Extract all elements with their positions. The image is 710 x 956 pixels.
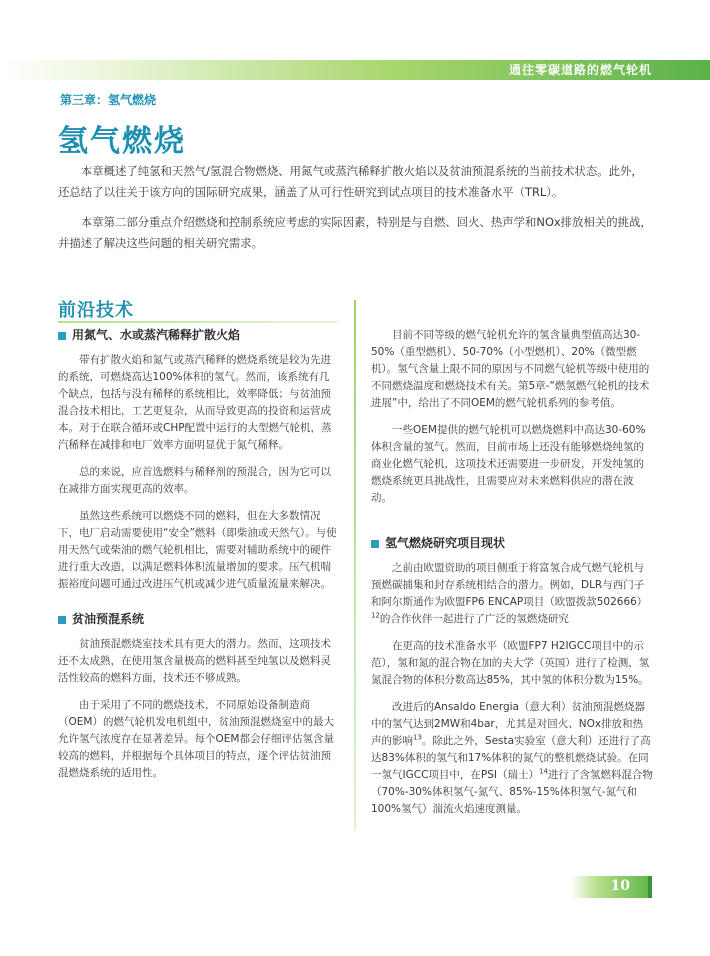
body-paragraph: 贫油预混燃烧室技术具有更大的潜力。然而，这项技术还不太成熟，在使用氢含量极高的燃料甚至纯氢以及燃料灵活性较高的燃料方面，技术还不够成熟。 (58, 638, 331, 684)
body-paragraph: 由于采用了不同的燃烧技术，不同原始设备制造商（OEM）的燃气轮机发电机组中，贫油预混燃烧室中的最大允许氢气浓度存在显著差异。每个OEM都会仔细评估氢含量较高的燃料，并根据每个具体项目的特点，逐个评估贫油预混燃烧系统的适用性。 (58, 699, 334, 779)
footnote-ref: 13 (413, 733, 422, 742)
body-paragraph: 带有扩散火焰和氮气或蒸汽稀释的燃烧系统是较为先进的系统，可燃烧高达100%体积的氢气。然而，该系统有几个缺点，包括与没有稀释的系统相比，效率降低；与贫油预混合技术相比，工艺更复杂，从而导致更高的投资和运营成本。对于在联合循环或CHP配置中运行的大型燃气轮机，蒸汽稀释在减排和电厂效率方面明显优于氮气稀释。 (58, 354, 332, 451)
square-bullet-icon (58, 616, 66, 624)
header-title: 通往零碳道路的燃气轮机 (508, 63, 652, 77)
column-divider (354, 300, 356, 830)
left-column (58, 327, 340, 792)
page-number-band (570, 876, 652, 898)
square-bullet-icon (58, 332, 66, 340)
subsection-title: 贫油预混系统 (72, 612, 145, 626)
subsection-heading (371, 535, 653, 552)
footnote-ref: 12 (371, 611, 380, 620)
body-paragraph: 在更高的技术准备水平（欧盟FP7 H2IGCC项目中的示范），氢和氮的混合物在加的夫大学（英国）进行了检测，氢氮混合物的体积分数高达85%，其中氢的体积分数为15%。 (371, 640, 650, 686)
intro-text (58, 161, 654, 263)
intro-paragraph: 本章概述了纯氢和天然气/氢混合物燃烧、用氮气或蒸汽稀释扩散火焰以及贫油预混系统的当前技术状态。此外，还总结了以往关于该方向的国际研究成果，涵盖了从可行性研究到试点项目的技术准备水平（TRL）。 (58, 164, 643, 199)
body-paragraph (371, 699, 653, 818)
body-paragraph (371, 560, 653, 628)
text-run: 。除此之外，Sesta实验室（意大利）还进行了高达83%体积的氢气和17%体积的氮气的整机燃烧试验。在同一氢气IGCC项目中，在PSI（瑞士） (371, 735, 651, 781)
body-paragraph: 虽然这些系统可以燃烧不同的燃料，但在大多数情况下，电厂启动需要使用“安全”燃料（即柴油或天然气）。与使用天然气或柴油的燃气轮机相比，需要对辅助系统中的硬件进行重大改造，以满足燃料体积流量增加的要求。压气机喘振裕度问题可通过改进压气机或减少进气质量流量来解决。 (58, 510, 337, 590)
page-number-tab (648, 876, 652, 898)
text-run: 进行了含氢燃料混合物（70%-30%体积氢气-氮气、85%-15%体积氢气-氮气和100%氢气）湍流火焰速度测量。 (371, 769, 653, 815)
subsection-heading (58, 611, 340, 628)
subsection-title: 氢气燃烧研究项目现状 (385, 536, 506, 550)
body-paragraph: 一些OEM提供的燃气轮机可以燃烧燃料中高达30-60%体积含量的氢气。然而，目前市场上还没有能够燃烧纯氢的商业化燃气轮机，这项技术还需要进一步研发，开发纯氢的燃烧系统更具挑战性，且需要应对未来燃料供应的潜在波动。 (371, 424, 646, 504)
text-run: 之前由欧盟资助的项目侧重于将富氢合成气燃气轮机与预燃碳捕集和封存系统相结合的潜力。例如，DLR与西门子和阿尔斯通作为欧盟FP6 ENCAP项目（欧盟拨款502666） (371, 562, 648, 608)
body-paragraph: 目前不同等级的燃气轮机允许的氢含量典型值高达30-50%（重型燃机）、50-70%（小型燃机）、20%（微型燃机）。氢气含量上限不同的原因与不同燃气轮机等级中使用的不同燃烧温度和燃烧技术有关。第5章-“燃氢燃气轮机的技术进展”中，给出了不同OEM的燃气轮机系列的参考值。 (371, 329, 650, 409)
text-run: 改进后的Ansaldo Energia（意大利）贫油预混燃烧器中的氢气达到2MW和4bar，尤其是对回火、NOx排放和热声的影响 (371, 701, 645, 747)
body-paragraph: 总的来说，应首选燃料与稀释剂的预混合，因为它可以在减排方面实现更高的效率。 (58, 466, 331, 495)
section-divider (58, 321, 338, 323)
header-band (0, 60, 710, 80)
chapter-label: 第三章：氢气燃烧 (60, 93, 157, 107)
right-column (371, 327, 653, 828)
text-run: 的合作伙伴一起进行了广泛的氢燃烧研究 (379, 613, 569, 625)
footnote-ref: 14 (539, 767, 548, 776)
square-bullet-icon (371, 540, 379, 548)
subsection-title: 用氮气、水或蒸汽稀释扩散火焰 (72, 328, 241, 342)
chapter-title: 氢气燃烧 (58, 124, 186, 159)
section-title: 前沿技术 (58, 300, 134, 321)
intro-paragraph: 本章第二部分重点介绍燃烧和控制系统应考虑的实际因素，特别是与自燃、回火、热声学和NOx排放相关的挑战，并描述了解决这些问题的相关研究需求。 (58, 215, 652, 250)
page-number: 10 (610, 878, 630, 894)
subsection-heading (58, 327, 340, 344)
